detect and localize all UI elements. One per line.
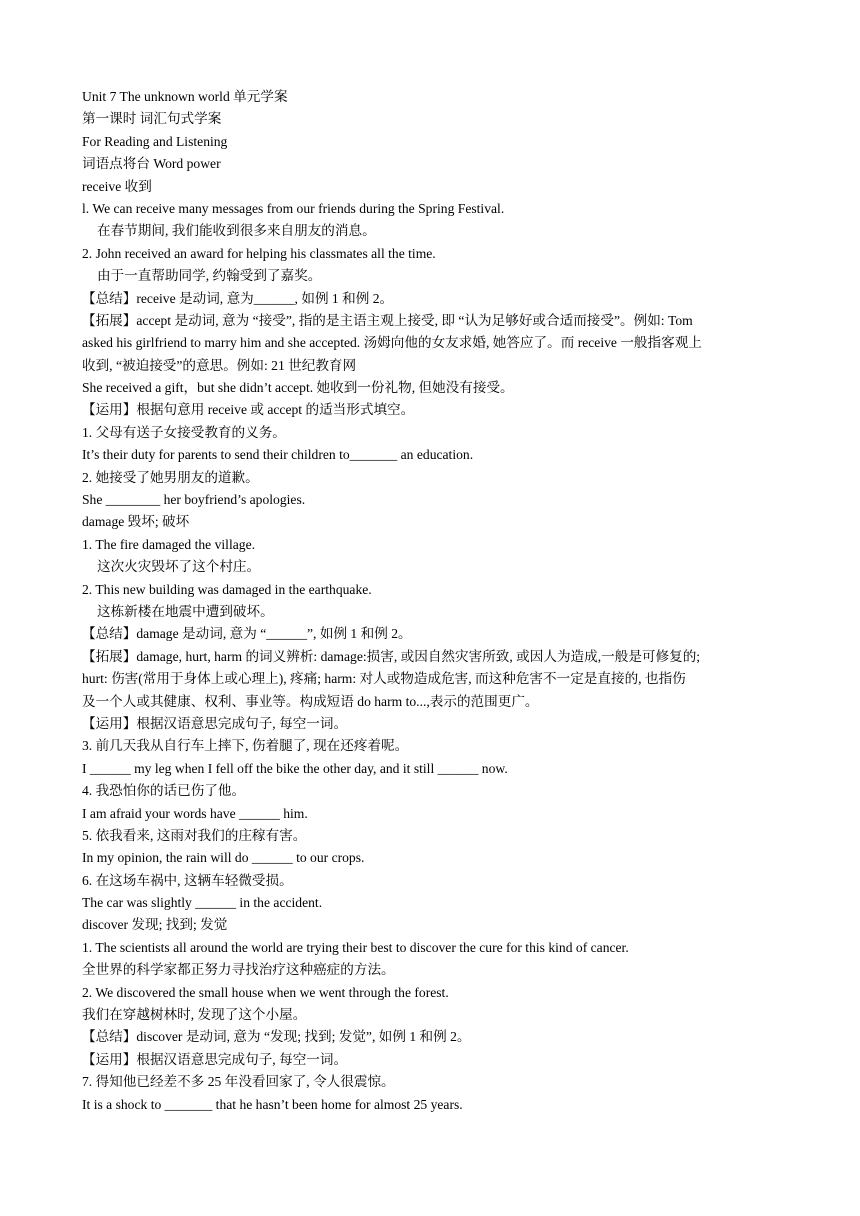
example-sentence: 2. John received an award for helping his classmates all the time. <box>82 245 436 261</box>
exercise-prompt: 4. 我恐怕你的话已伤了他。 <box>82 783 246 799</box>
section-heading: For Reading and Listening <box>82 133 228 149</box>
example-sentence: 2. This new building was damaged in the earthquake. <box>82 581 372 597</box>
vocab-headword: discover 发现; 找到; 发觉 <box>82 917 228 933</box>
exercise-sentence: I am afraid your words have ______ him. <box>82 805 308 821</box>
extension-note: 收到, “被迫接受”的意思。例如: 21 世纪教育网 <box>82 357 357 373</box>
exercise-instruction: 【运用】根据句意用 receive 或 accept 的适当形式填空。 <box>82 402 415 418</box>
exercise-instruction: 【运用】根据汉语意思完成句子, 每空一词。 <box>82 715 348 731</box>
extension-note: 【拓展】accept 是动词, 意为 “接受”, 指的是主语主观上接受, 即 “认为足够好或合适而接受”。例如: Tom <box>82 312 693 328</box>
extension-note: hurt: 伤害(常用于身体上或心理上), 疼痛; harm: 对人或物造成危害, 而这种危害不一定是直接的, 也指伤 <box>82 671 686 687</box>
example-translation: 在春节期间, 我们能收到很多来自朋友的消息。 <box>97 223 376 239</box>
extension-note: 【拓展】damage, hurt, harm 的词义辨析: damage:损害, 或因自然灾害所致, 或因人为造成,一般是可修复的; <box>82 648 701 664</box>
exercise-prompt: 3. 前几天我从自行车上摔下, 伤着腿了, 现在还疼着呢。 <box>82 738 409 754</box>
example-translation: 由于一直帮助同学, 约翰受到了嘉奖。 <box>97 268 322 284</box>
exercise-sentence: In my opinion, the rain will do ______ to our crops. <box>82 850 365 866</box>
summary-note: 【总结】discover 是动词, 意为 “发现; 找到; 发觉”, 如例 1 和例 2。 <box>82 1029 471 1045</box>
section-heading: 词语点将台 Word power <box>82 156 221 172</box>
vocab-headword: damage 毁坏; 破坏 <box>82 514 190 530</box>
exercise-instruction: 【运用】根据汉语意思完成句子, 每空一词。 <box>82 1051 348 1067</box>
example-translation: 这次火灾毁坏了这个村庄。 <box>97 559 261 575</box>
extension-note: She received a gift，but she didn’t accept. 她收到一份礼物, 但她没有接受。 <box>82 380 514 396</box>
exercise-prompt: 2. 她接受了她男朋友的道歉。 <box>82 469 259 485</box>
extension-note: 及一个人或其健康、权利、事业等。构成短语 do harm to...,表示的范围更广。 <box>82 693 539 709</box>
extension-note: asked his girlfriend to marry him and she accepted. 汤姆向他的女友求婚, 她答应了。而 receive 一般指客观上 <box>82 335 702 351</box>
example-translation: 这栋新楼在地震中遭到破坏。 <box>97 603 274 619</box>
example-sentence: l. We can receive many messages from our friends during the Spring Festival. <box>82 200 505 216</box>
summary-note: 【总结】receive 是动词, 意为______, 如例 1 和例 2。 <box>82 290 394 306</box>
exercise-prompt: 6. 在这场车祸中, 这辆车轻微受损。 <box>82 872 293 888</box>
vocab-headword: receive 收到 <box>82 178 152 194</box>
example-translation: 我们在穿越树林时, 发现了这个小屋。 <box>82 1007 307 1023</box>
exercise-sentence: I ______ my leg when I fell off the bike the other day, and it still ______ now. <box>82 760 508 776</box>
exercise-sentence: The car was slightly ______ in the accident. <box>82 895 323 911</box>
summary-note: 【总结】damage 是动词, 意为 “______”, 如例 1 和例 2。 <box>82 626 412 642</box>
exercise-prompt: 5. 依我看来, 这雨对我们的庄稼有害。 <box>82 827 307 843</box>
example-translation: 全世界的科学家都正努力寻找治疗这种癌症的方法。 <box>82 962 395 978</box>
exercise-sentence: It is a shock to _______ that he hasn’t been home for almost 25 years. <box>82 1096 463 1112</box>
exercise-sentence: She ________ her boyfriend’s apologies. <box>82 492 306 508</box>
example-sentence: 1. The fire damaged the village. <box>82 536 256 552</box>
example-sentence: 1. The scientists all around the world are trying their best to discover the cure for this kind of cancer. <box>82 939 629 955</box>
document-title: Unit 7 The unknown world 单元学案 <box>82 89 288 104</box>
exercise-sentence: It’s their duty for parents to send their children to_______ an education. <box>82 447 474 463</box>
lesson-subtitle: 第一课时 词汇句式学案 <box>82 111 222 127</box>
exercise-prompt: 1. 父母有送子女接受教育的义务。 <box>82 424 286 440</box>
document-body <box>82 86 780 1116</box>
exercise-prompt: 7. 得知他已经差不多 25 年没看回家了, 令人很震惊。 <box>82 1074 395 1090</box>
example-sentence: 2. We discovered the small house when we went through the forest. <box>82 984 449 1000</box>
